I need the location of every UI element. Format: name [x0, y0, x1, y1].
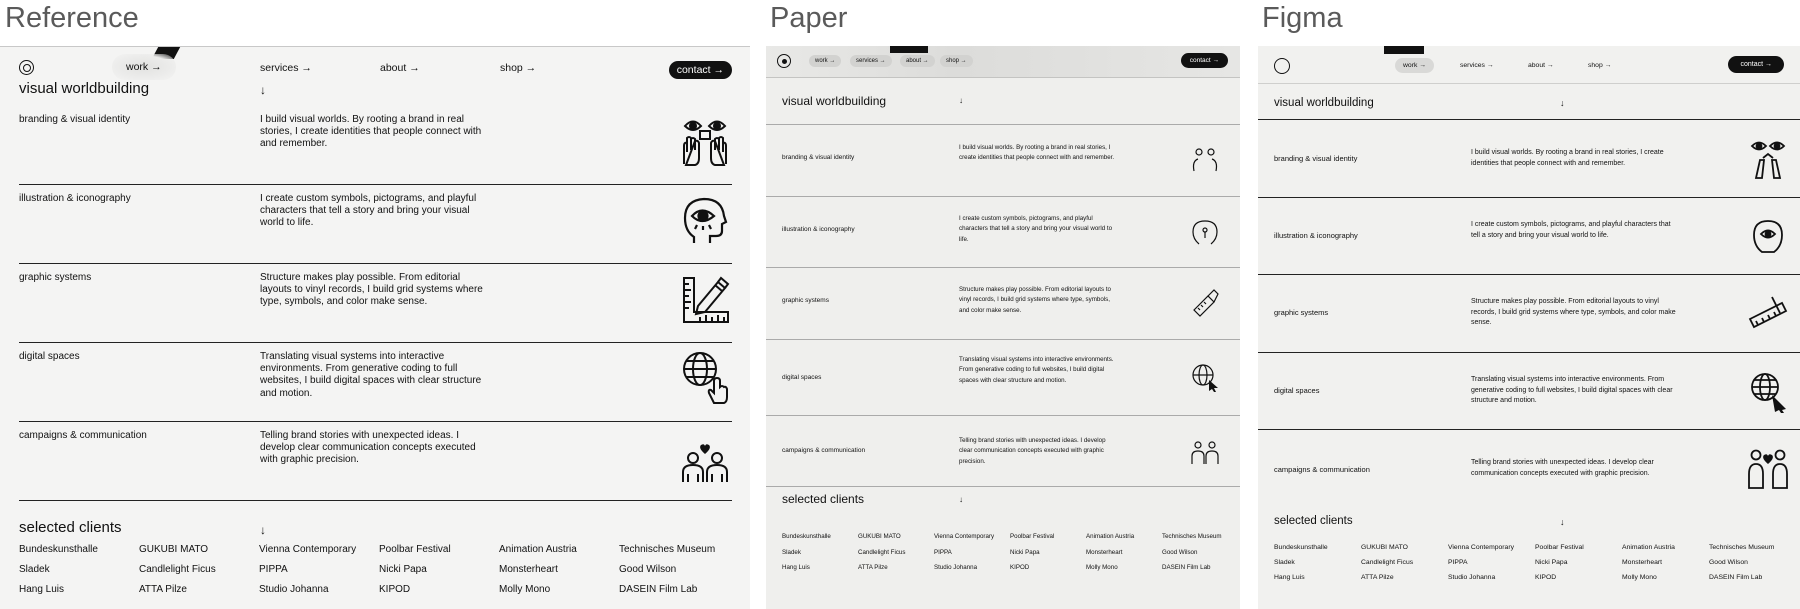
- logo-icon[interactable]: [1274, 58, 1290, 74]
- client-item: DASEIN Film Lab: [1162, 564, 1211, 571]
- logo-icon[interactable]: [19, 60, 34, 75]
- section-title-clients: selected clients: [19, 519, 122, 536]
- paper-panel: [766, 46, 1240, 609]
- service-row[interactable]: [1258, 352, 1800, 429]
- client-item: Sladek: [782, 548, 801, 556]
- client-item: Hang Luis: [782, 564, 810, 571]
- client-item: Monsterheart: [1086, 548, 1123, 556]
- contact-button[interactable]: contact →: [669, 61, 732, 79]
- service-description: Telling brand stories with unexpected ideas. I develop clear communication concepts executed with graphic precision.: [1471, 459, 1654, 477]
- service-name: branding & visual identity: [19, 114, 131, 125]
- service-description: I build visual worlds. By rooting a brand in real stories, I create identities that people connect with and remember.: [959, 144, 1115, 162]
- logo-icon[interactable]: [777, 54, 791, 68]
- top-nav: [766, 46, 1240, 78]
- client-item: Technisches Museum: [1709, 544, 1775, 551]
- head-eye-icon: [1746, 214, 1790, 258]
- client-item: Bundeskunsthalle: [1274, 544, 1328, 551]
- client-item: Vienna Contemporary: [934, 533, 995, 540]
- service-name: campaigns & communication: [1274, 465, 1370, 474]
- service-name: graphic systems: [19, 272, 92, 283]
- service-name: illustration & iconography: [19, 193, 131, 204]
- service-description: Structure makes play possible. From editorial layouts to vinyl records, I build grid systems where type, symbols, and color make sense.: [959, 286, 1112, 314]
- service-description: I build visual worlds. By rooting a brand in real stories, I create identities that people connect with and remember.: [1471, 149, 1664, 167]
- client-item: Nicki Papa: [1010, 548, 1040, 556]
- client-item: PIPPA: [1448, 559, 1468, 566]
- service-name: graphic systems: [1274, 308, 1329, 317]
- people-heart-icon: [680, 428, 730, 484]
- section-title-worldbuilding: visual worldbuilding: [782, 94, 887, 108]
- client-item: Animation Austria: [1086, 533, 1135, 540]
- service-description: Translating visual systems into interactive environments. From generative coding to full websites, I build digital spaces with clear structure and motion.: [260, 351, 482, 399]
- service-description: Structure makes play possible. From editorial layouts to vinyl records, I build grid systems where type, symbols, and color make sense.: [1471, 298, 1676, 326]
- client-item: Studio Johanna: [1448, 574, 1496, 581]
- service-name: digital spaces: [1274, 386, 1320, 395]
- globe-cursor-icon: [1746, 369, 1790, 413]
- service-row[interactable]: [19, 106, 732, 185]
- client-item: GUKUBI MATO: [139, 544, 209, 555]
- service-description: Telling brand stories with unexpected ideas. I develop clear communication concepts executed with graphic precision.: [260, 430, 476, 466]
- service-row[interactable]: [19, 264, 732, 343]
- nav-shop[interactable]: shop →: [940, 55, 973, 67]
- client-item: DASEIN Film Lab: [619, 584, 698, 595]
- client-item: DASEIN Film Lab: [1709, 574, 1763, 581]
- service-name: campaigns & communication: [19, 430, 147, 441]
- client-item: Bundeskunsthalle: [782, 533, 831, 540]
- decorative-flag: [1384, 46, 1424, 54]
- service-row[interactable]: [1258, 197, 1800, 274]
- client-item: Nicki Papa: [1535, 559, 1568, 566]
- service-row[interactable]: [19, 343, 732, 422]
- service-name: illustration & iconography: [782, 226, 855, 233]
- nav-work[interactable]: work →: [112, 54, 176, 80]
- service-name: graphic systems: [782, 297, 829, 304]
- client-item: Poolbar Festival: [1535, 544, 1584, 551]
- client-item: Technisches Museum: [619, 544, 716, 555]
- client-item: PIPPA: [934, 548, 952, 556]
- nav-work[interactable]: work →: [809, 55, 841, 67]
- service-name: digital spaces: [782, 374, 822, 381]
- client-item: Bundeskunsthalle: [19, 544, 98, 555]
- client-item: Good Wilson: [1162, 548, 1198, 556]
- service-name: branding & visual identity: [782, 154, 855, 161]
- service-description: Translating visual systems into interactive environments. From generative coding to full websites, I build digital spaces with clear structure and motion.: [1471, 376, 1673, 404]
- decorative-flag: [890, 46, 928, 53]
- nav-services[interactable]: services →: [1460, 62, 1494, 69]
- arrow-down-icon: ↓: [260, 83, 266, 97]
- service-row[interactable]: [1258, 119, 1800, 197]
- client-item: Molly Mono: [1622, 574, 1657, 581]
- client-item: Monsterheart: [499, 564, 558, 575]
- service-row[interactable]: [19, 185, 732, 264]
- nav-services[interactable]: services →: [260, 62, 312, 74]
- client-item: Molly Mono: [1086, 564, 1118, 571]
- service-row[interactable]: [766, 339, 1240, 415]
- client-item: Hang Luis: [19, 584, 65, 595]
- client-item: Good Wilson: [1709, 559, 1748, 566]
- section-title-clients: selected clients: [1274, 515, 1353, 527]
- client-item: Candlelight Ficus: [139, 564, 216, 575]
- arrow-down-icon: ↓: [260, 523, 266, 537]
- service-name: illustration & iconography: [1274, 231, 1358, 240]
- nav-about[interactable]: about →: [900, 55, 935, 67]
- client-item: Molly Mono: [499, 584, 551, 595]
- globe-cursor-icon: [1190, 362, 1220, 392]
- nav-shop[interactable]: shop →: [1588, 62, 1612, 69]
- nav-work[interactable]: work →: [1395, 58, 1434, 73]
- client-item: Studio Johanna: [934, 564, 978, 571]
- nav-shop[interactable]: shop →: [500, 62, 537, 74]
- client-item: Poolbar Festival: [379, 544, 451, 555]
- service-name: digital spaces: [19, 351, 80, 362]
- arrow-down-icon: ↓: [959, 495, 963, 504]
- ruler-pencil-icon: [680, 270, 730, 326]
- client-item: KIPOD: [379, 584, 411, 595]
- client-item: PIPPA: [259, 564, 288, 575]
- service-name: campaigns & communication: [782, 447, 866, 454]
- contact-button[interactable]: contact →: [1181, 53, 1228, 68]
- service-description: I build visual worlds. By rooting a brand in real stories, I create identities that people connect with and remember.: [260, 114, 482, 150]
- service-description: I create custom symbols, pictograms, and playful characters that tell a story and bring your visual world to life.: [260, 193, 477, 229]
- section-title-worldbuilding: visual worldbuilding: [1274, 97, 1374, 109]
- service-row[interactable]: [766, 196, 1240, 267]
- client-item: Monsterheart: [1622, 559, 1663, 566]
- eyes-hands-icon: [1190, 145, 1220, 175]
- service-description: Translating visual systems into interactive environments. From generative coding to full websites, I build digital spaces with clear structure and motion.: [959, 356, 1114, 384]
- head-eye-icon: [1190, 217, 1220, 247]
- client-item: ATTA Pilze: [139, 584, 187, 595]
- client-item: KIPOD: [1010, 564, 1030, 571]
- ruler-pencil-icon: [1746, 293, 1790, 337]
- arrow-down-icon: ↓: [1560, 517, 1565, 527]
- section-title-worldbuilding: visual worldbuilding: [19, 80, 150, 97]
- section-title-clients: selected clients: [782, 492, 865, 506]
- client-item: Hang Luis: [1274, 574, 1305, 581]
- globe-cursor-icon: [680, 349, 730, 405]
- service-row[interactable]: [766, 267, 1240, 339]
- client-item: Animation Austria: [499, 544, 577, 555]
- client-item: Candlelight Ficus: [858, 548, 906, 556]
- client-item: Studio Johanna: [259, 584, 329, 595]
- nav-about[interactable]: about →: [380, 62, 420, 74]
- client-item: ATTA Pilze: [1361, 574, 1394, 581]
- ruler-pencil-icon: [1190, 288, 1220, 318]
- service-description: Telling brand stories with unexpected ideas. I develop clear communication concepts executed with graphic precision.: [959, 437, 1106, 465]
- nav-services[interactable]: services →: [850, 55, 892, 67]
- service-row[interactable]: [766, 415, 1240, 486]
- clients-grid: [19, 544, 731, 595]
- reference-label: Reference: [5, 2, 139, 34]
- client-item: KIPOD: [1535, 574, 1557, 581]
- clients-grid: [1274, 543, 1794, 582]
- client-item: Animation Austria: [1622, 544, 1675, 551]
- reference-panel: [0, 46, 750, 609]
- service-row[interactable]: [1258, 429, 1800, 507]
- client-item: ATTA Pilze: [858, 564, 888, 571]
- paper-label: Paper: [770, 2, 848, 34]
- client-item: Sladek: [19, 564, 50, 575]
- service-description: Structure makes play possible. From editorial layouts to vinyl records, I build grid systems where type, symbols, and color make sense.: [260, 272, 483, 308]
- contact-button[interactable]: contact →: [1728, 56, 1784, 73]
- figma-panel: [1258, 46, 1800, 609]
- nav-about[interactable]: about →: [1528, 62, 1554, 69]
- eyes-hands-icon: [1746, 136, 1790, 180]
- client-item: Candlelight Ficus: [1361, 559, 1414, 566]
- service-description: I create custom symbols, pictograms, and playful characters that tell a story and bring your visual world to life.: [959, 215, 1113, 243]
- service-description: I create custom symbols, pictograms, and playful characters that tell a story and bring your visual world to life.: [1471, 221, 1671, 239]
- people-heart-icon: [1190, 438, 1220, 468]
- client-item: Nicki Papa: [379, 564, 427, 575]
- clients-grid: [782, 533, 1232, 573]
- service-row[interactable]: [1258, 274, 1800, 352]
- client-item: GUKUBI MATO: [858, 533, 901, 540]
- head-eye-icon: [680, 191, 730, 247]
- client-item: Vienna Contemporary: [259, 544, 357, 555]
- people-heart-icon: [1746, 446, 1790, 490]
- service-row[interactable]: [766, 124, 1240, 196]
- service-name: branding & visual identity: [1274, 154, 1358, 163]
- top-nav: [1258, 46, 1800, 84]
- client-item: Sladek: [1274, 559, 1295, 566]
- divider: [766, 486, 1240, 487]
- client-item: Good Wilson: [619, 564, 677, 575]
- figma-label: Figma: [1262, 2, 1343, 34]
- arrow-down-icon: ↓: [959, 96, 963, 105]
- arrow-down-icon: ↓: [1560, 98, 1565, 108]
- client-item: Vienna Contemporary: [1448, 544, 1514, 551]
- client-item: Poolbar Festival: [1010, 533, 1055, 540]
- service-row[interactable]: [19, 422, 732, 501]
- client-item: GUKUBI MATO: [1361, 544, 1408, 551]
- eyes-hands-icon: [680, 112, 730, 168]
- client-item: Technisches Museum: [1162, 533, 1222, 540]
